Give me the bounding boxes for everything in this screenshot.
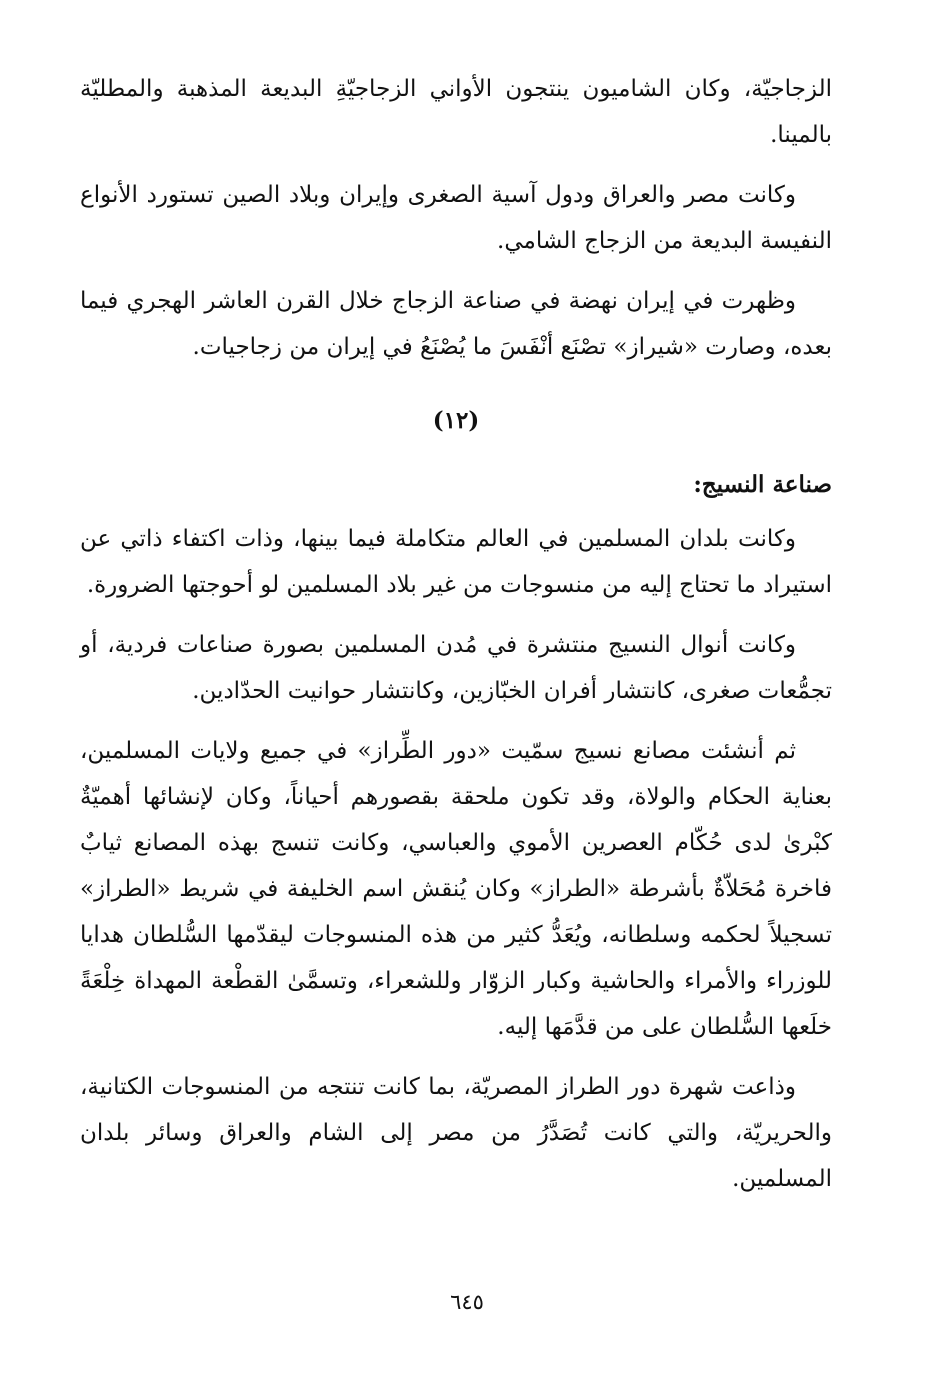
spacer <box>80 264 832 278</box>
paragraph-glass-imports: وكانت مصر والعراق ودول آسية الصغرى وإيران وبلاد الصين تستورد الأنواع النفيسة البديعة من الزجاج الشامي. <box>80 182 832 254</box>
paragraph-iran-glass: وظهرت في إيران نهضة في صناعة الزجاج خلال القرن العاشر الهجري فيما بعده، وصارت «شيراز» تصْنَع أنْفَسَ ما يُصْنَعُ في إيران من زجاجيات. <box>80 288 832 360</box>
spacer <box>80 158 832 172</box>
section-number: (١٢) <box>432 407 480 434</box>
section-title: صناعة النسيج: <box>693 471 832 498</box>
paragraph-tiraz-houses: ثم أنشئت مصانع نسيج سمّيت «دور الطِّراز» في جميع ولايات المسلمين، بعناية الحكام والولاة، وقد تكون ملحقة بقصورهم أحياناً، وكان لإنشائها أهميّةٌ كبْرىٰ لدى حُكّام العصرين الأموي والعباسي، وكانت تنسج بهذه المصانع ثيابٌ فاخرة مُحَلاّةٌ بأشرطة «الطراز» وكان يُنقش اسم الخليفة في شريط «الطراز» تسجيلاً لحكمه وسلطانه، ويُعَدُّ كثير من هذه المنسوجات ليقدّمها السُّلطان هدايا للوزراء والأمراء والحاشية وكبار الزوّار وللشعراء، وتسمَّىٰ القطْعة المهداة خِلْعَةً خلَعها السُّلطان على من قدَّمَها إليه. <box>80 738 832 1040</box>
paragraph-self-sufficiency: وكانت بلدان المسلمين في العالم متكاملة فيما بينها، وذات اكتفاء ذاتي عن استيراد ما تحتاج إليه من منسوجات من غير بلاد المسلمين لو أحوجتها الضرورة. <box>80 526 832 598</box>
page-body <box>80 66 832 1202</box>
spacer <box>80 714 832 728</box>
spacer <box>80 608 832 622</box>
page-number: ٦٤٥ <box>450 1290 484 1314</box>
paragraph-egyptian-tiraz: وذاعت شهرة دور الطراز المصريّة، بما كانت تنتجه من المنسوجات الكتانية، والحريريّة، والتي كانت تُصَدَّرُ من مصر إلى الشام والعراق وسائر بلدان المسلمين. <box>80 1074 832 1192</box>
paragraph-looms: وكانت أنوال النسيج منتشرة في مُدن المسلمين بصورة صناعات فردية، أو تجمُّعات صغرى، كانتشار أفران الخبّازين، وكانتشار حوانيت الحدّادين. <box>80 632 832 704</box>
paragraph-glass-continuation: الزجاجيّة، وكان الشاميون ينتجون الأواني الزجاجيّةِ البديعة المذهبة والمطليّة بالمينا. <box>80 76 832 148</box>
spacer <box>80 1050 832 1064</box>
